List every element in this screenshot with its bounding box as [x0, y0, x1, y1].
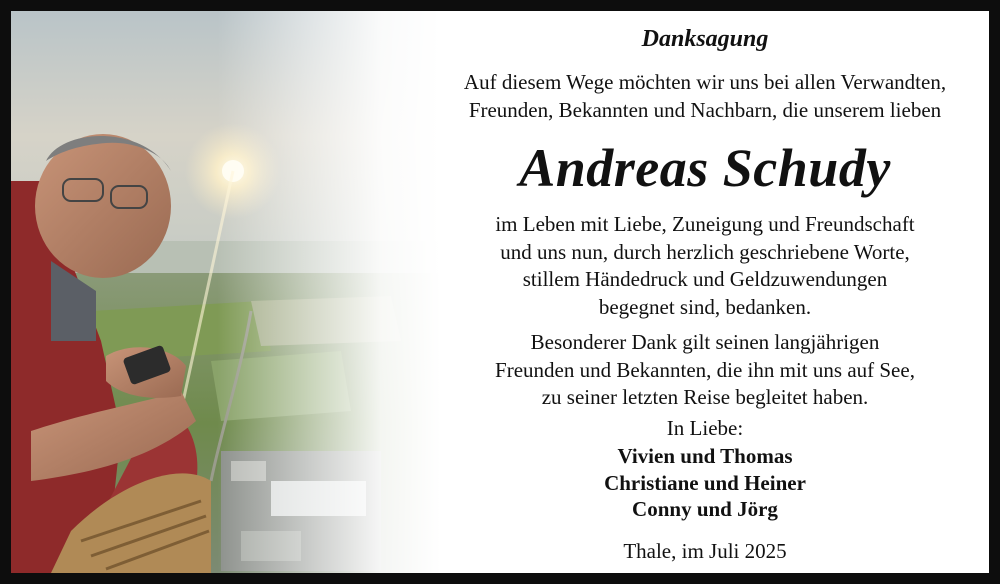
- family-name: Vivien und Thomas: [617, 444, 793, 468]
- photo-fade-overlay: [11, 11, 441, 573]
- body-line: im Leben mit Liebe, Zuneigung und Freundschaft: [495, 212, 915, 236]
- intro-line: Auf diesem Wege möchten wir uns bei allen Verwandten,: [463, 70, 947, 94]
- body-paragraph: [421, 211, 989, 321]
- special-thanks-line: Besonderer Dank gilt seinen langjährigen: [530, 330, 880, 354]
- memorial-photo: [11, 11, 441, 573]
- body-line: stillem Händedruck und Geldzuwendungen: [522, 267, 888, 291]
- closing-phrase: In Liebe:: [666, 416, 744, 440]
- family-names: [421, 443, 989, 523]
- family-name: Christiane und Heiner: [604, 470, 806, 495]
- special-thanks-line: zu seiner letzten Reise begleitet haben.: [541, 385, 869, 409]
- intro-paragraph: [421, 69, 989, 124]
- notice-text: [421, 11, 989, 573]
- body-line: begegnet sind, bedanken.: [598, 294, 812, 319]
- intro-line: Freunden, Bekannten und Nachbarn, die unserem lieben: [468, 97, 942, 122]
- body-line: und uns nun, durch herzlich geschriebene Worte,: [500, 239, 910, 264]
- notice-heading: Danksagung: [641, 26, 769, 52]
- family-name: Conny und Jörg: [632, 497, 778, 521]
- deceased-name: Andreas Schudy: [519, 138, 891, 198]
- special-thanks-paragraph: [421, 329, 989, 412]
- special-thanks-line: Freunden und Bekannten, die ihn mit uns auf See,: [495, 357, 915, 382]
- place-date: Thale, im Juli 2025: [623, 539, 787, 563]
